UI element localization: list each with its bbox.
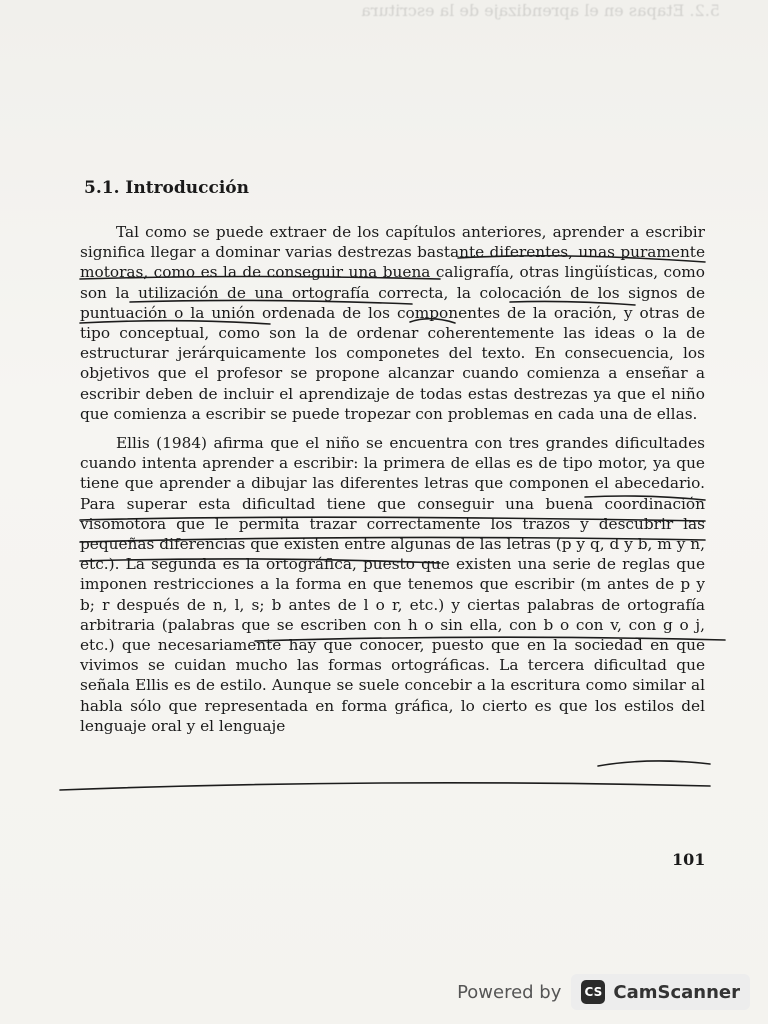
camscanner-logo-icon: CS [581, 980, 605, 1004]
bleed-through-text [60, 0, 720, 150]
page-number: 101 [672, 850, 706, 869]
camscanner-badge [571, 974, 750, 1010]
paragraph-1: Tal como se puede extraer de los capítulos anteriores, aprender a escribir significa llegar a dominar varias destrezas bastante diferentes, unas puramente motoras, como es la de conseguir una buena caligrafía, otras lingüísticas, como son la utilización de una ortografía correcta, la colocación de los signos de puntuación o la unión ordenada de los componentes de la oración, y otras de tipo conceptual, como son la de ordenar coherentemente las ideas o la de estructurar jerárquicamente los componetes del texto. En consecuencia, los objetivos que el profesor se propone alcanzar cuando comienza a enseñar a escribir deben de incluir el aprendizaje de todas estas destrezas ya que el niño que comienza a escribir se puede tropezar con problemas en cada una de ellas. [80, 223, 705, 423]
underline-13 [60, 783, 710, 790]
paragraph-2: Ellis (1984) afirma que el niño se encuentra con tres grandes dificultades cuando intenta aprender a escribir: la primera de ellas es de tipo motor, ya que tiene que aprender a dibujar las diferentes letras que componen el abecedario. Para superar esta dificultad tiene que conseguir una buena coordinación visomotora que le permita trazar correctamente los trazos y descubrir las pequeñas diferencias que existen entre algunas de las letras (p y q, d y b, m y n, etc.). La segunda es la ortográfica, puesto que existen una serie de reglas que imponen restricciones a la forma en que tenemos que escribir (m antes de p y b; r después de n, l, s; b antes de l o r, etc.) y ciertas palabras de ortografía arbitraria (palabras que se escriben con h o sin ella, con b o con v, con g o j, etc.) que necesariamente hay que conocer, puesto que en la sociedad en que vivimos se cuidan mucho las formas ortográficas. La tercera dificultad que señala Ellis es de estilo. Aunque se suele concebir a la escritura como similar al habla sólo que representada en forma gráfica, lo cierto es que los estilos del lenguaje oral y el lenguaje [80, 434, 705, 735]
body-text [80, 222, 705, 745]
underline-12 [598, 761, 710, 766]
section-heading: 5.1. Introducción [84, 178, 249, 198]
powered-by-label: Powered by [457, 981, 562, 1003]
camscanner-watermark [457, 970, 750, 1014]
bleed-through-section: 5.2. Etapas en el aprendizaje de la escritura [361, 1, 720, 20]
camscanner-name: CamScanner [613, 981, 740, 1003]
